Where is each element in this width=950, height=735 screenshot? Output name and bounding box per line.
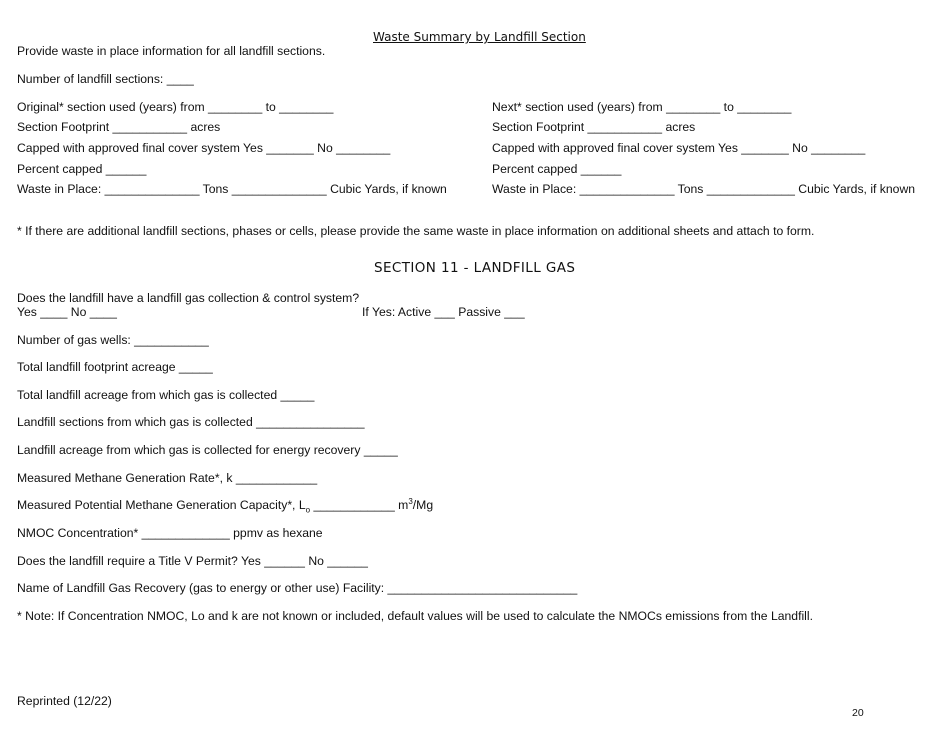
methane-capacity-field <box>17 498 433 513</box>
acreage-collected-field: Total landfill acreage from which gas is collected _____ <box>17 388 315 402</box>
landfill-footprint-field: Total landfill footprint acreage _____ <box>17 360 213 374</box>
original-section-footprint-field: Section Footprint ___________ acres <box>17 120 221 134</box>
next-section-percent-capped-field: Percent capped ______ <box>492 162 622 176</box>
methane-capacity-label: Measured Potential Methane Generation Capacity*, L <box>17 498 306 512</box>
number-of-sections-field: Number of landfill sections: ____ <box>17 72 194 86</box>
next-section-used-field: Next* section used (years) from ________ to ________ <box>492 100 792 114</box>
nmoc-concentration-field: NMOC Concentration* _____________ ppmv as hexane <box>17 526 323 540</box>
methane-capacity-subscript: o <box>305 505 311 515</box>
next-section-footprint-field: Section Footprint ___________ acres <box>492 120 696 134</box>
next-section-waste-field: Waste in Place: ______________ Tons _____________ Cubic Yards, if known <box>492 182 916 196</box>
gas-recovery-facility-field: Name of Landfill Gas Recovery (gas to energy or other use) Facility: ____________________________ <box>17 581 578 595</box>
methane-capacity-unit: /Mg <box>412 498 434 512</box>
reprinted-date: Reprinted (12/22) <box>17 694 112 708</box>
methane-generation-rate-field: Measured Methane Generation Rate*, k ____________ <box>17 471 318 485</box>
gas-wells-field: Number of gas wells: ___________ <box>17 333 209 347</box>
waste-summary-footnote: * If there are additional landfill sections, phases or cells, please provide the same waste in place information on additional sheets and attach to form. <box>17 224 815 238</box>
waste-summary-title: Waste Summary by Landfill Section <box>373 30 586 44</box>
title-v-permit-field: Does the landfill require a Title V Permit? Yes ______ No ______ <box>17 554 368 568</box>
methane-capacity-blank: ____________ m <box>310 498 409 512</box>
gas-system-yes-no-field: Yes ____ No ____ <box>17 305 117 319</box>
section-11-heading: SECTION 11 - LANDFILL GAS <box>374 260 576 276</box>
sections-collected-field: Landfill sections from which gas is collected ________________ <box>17 415 365 429</box>
waste-summary-instruction: Provide waste in place information for all landfill sections. <box>17 44 326 58</box>
next-section-capped-field: Capped with approved final cover system Yes _______ No ________ <box>492 141 866 155</box>
methane-capacity-superscript: 3 <box>408 496 413 506</box>
gas-system-question: Does the landfill have a landfill gas collection & control system? <box>17 291 360 305</box>
original-section-used-field: Original* section used (years) from ________ to ________ <box>17 100 334 114</box>
original-section-capped-field: Capped with approved final cover system Yes _______ No ________ <box>17 141 391 155</box>
page-number: 20 <box>852 707 864 719</box>
gas-system-if-yes-field: If Yes: Active ___ Passive ___ <box>362 305 525 319</box>
original-section-waste-field: Waste in Place: ______________ Tons ______________ Cubic Yards, if known <box>17 182 447 196</box>
original-section-percent-capped-field: Percent capped ______ <box>17 162 147 176</box>
nmoc-default-note: * Note: If Concentration NMOC, Lo and k are not known or included, default values will be used to calculate the NMOCs emissions from the Landfill. <box>17 609 813 623</box>
energy-recovery-acreage-field: Landfill acreage from which gas is collected for energy recovery _____ <box>17 443 398 457</box>
